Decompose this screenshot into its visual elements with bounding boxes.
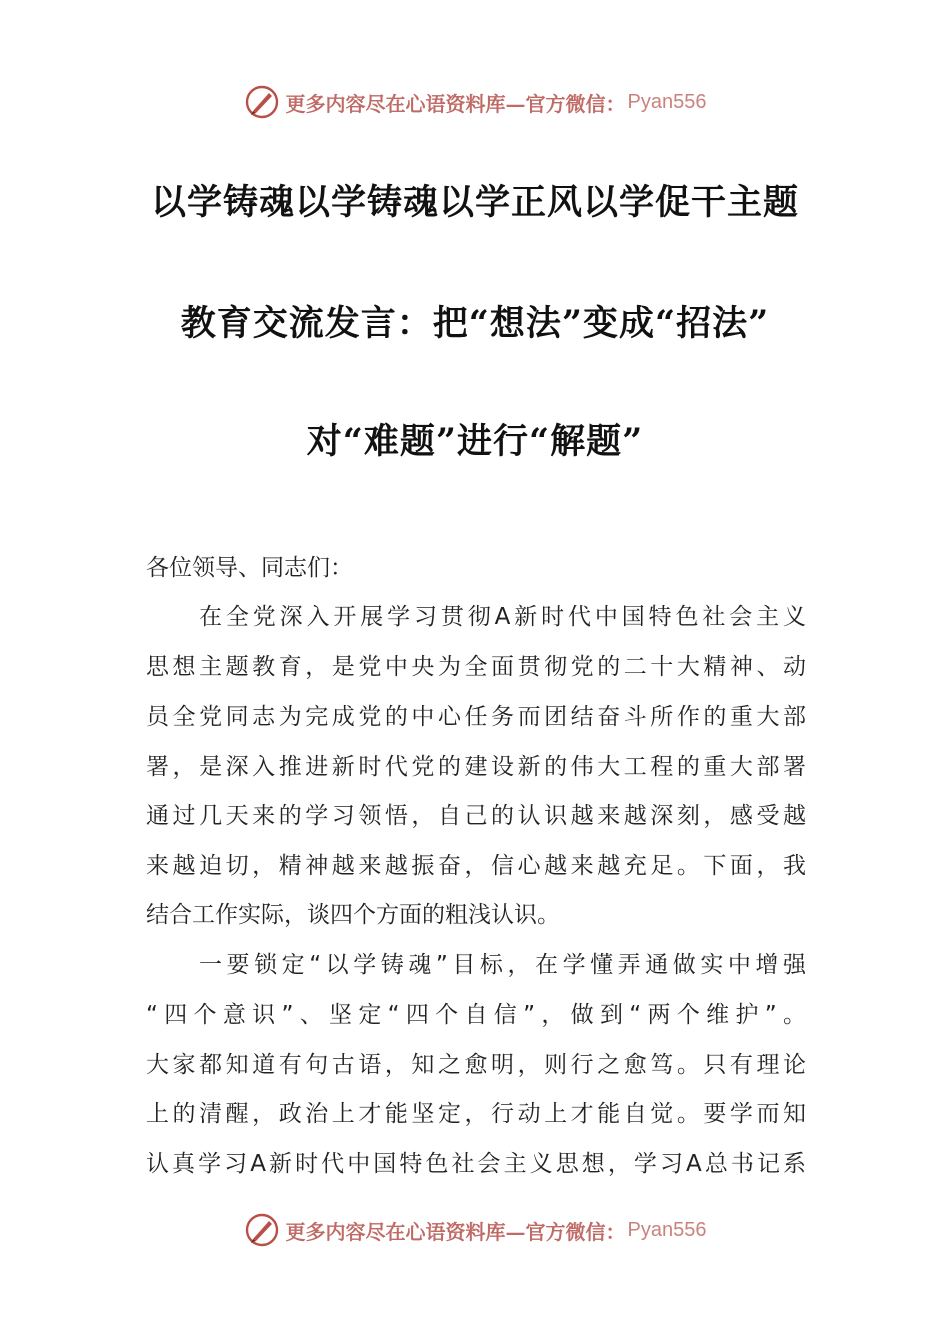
body-line: 在全党深入开展学习贯彻A新时代中国特色社会主义 (199, 604, 806, 630)
body-line: 署，是深入推进新时代党的建设新的伟大工程的重大部署 (146, 754, 806, 780)
body-line: 员全党同志为完成党的中心任务而团结奋斗所作的重大部 (146, 704, 806, 730)
title-line-1: 以学铸魂以学铸魂以学正风以学促干主题 (150, 182, 799, 223)
body-line: 认真学习A新时代中国特色社会主义思想，学习A总书记系 (146, 1151, 806, 1177)
body-line: 结合工作实际，谈四个方面的粗浅认识。 (146, 902, 560, 928)
greeting-line: 各位领导、同志们： (146, 555, 353, 581)
banner-text: 更多内容尽在心语资料库—官方微信： (285, 91, 626, 116)
wechat-id: Pyan556 (627, 90, 707, 113)
body-line: 一要锁定“以学铸魂”目标，在学懂弄通做实中增强 (199, 952, 806, 978)
pen-logo-icon (244, 84, 280, 120)
body-line: 上的清醒，政治上才能坚定，行动上才能自觉。要学而知 (146, 1101, 806, 1127)
pen-logo-icon (244, 1212, 280, 1248)
body-line: 通过几天来的学习领悟，自己的认识越来越深刻，感受越 (146, 803, 806, 829)
title-line-2: 教育交流发言：把“想法”变成“招法” (180, 303, 770, 344)
footer-watermark-banner (0, 1210, 950, 1250)
body-line: 大家都知道有句古语，知之愈明，则行之愈笃。只有理论 (146, 1052, 806, 1078)
header-watermark-banner (0, 82, 950, 122)
body-line: “四个意识”、坚定“四个自信”，做到“两个维护”。 (146, 1002, 806, 1028)
wechat-id: Pyan556 (627, 1218, 707, 1241)
title-line-3: 对“难题”进行“解题” (306, 421, 644, 462)
body-line: 来越迫切，精神越来越振奋，信心越来越充足。下面，我 (146, 853, 806, 879)
banner-text: 更多内容尽在心语资料库—官方微信： (285, 1219, 626, 1244)
body-line: 思想主题教育，是党中央为全面贯彻党的二十大精神、动 (146, 654, 806, 680)
